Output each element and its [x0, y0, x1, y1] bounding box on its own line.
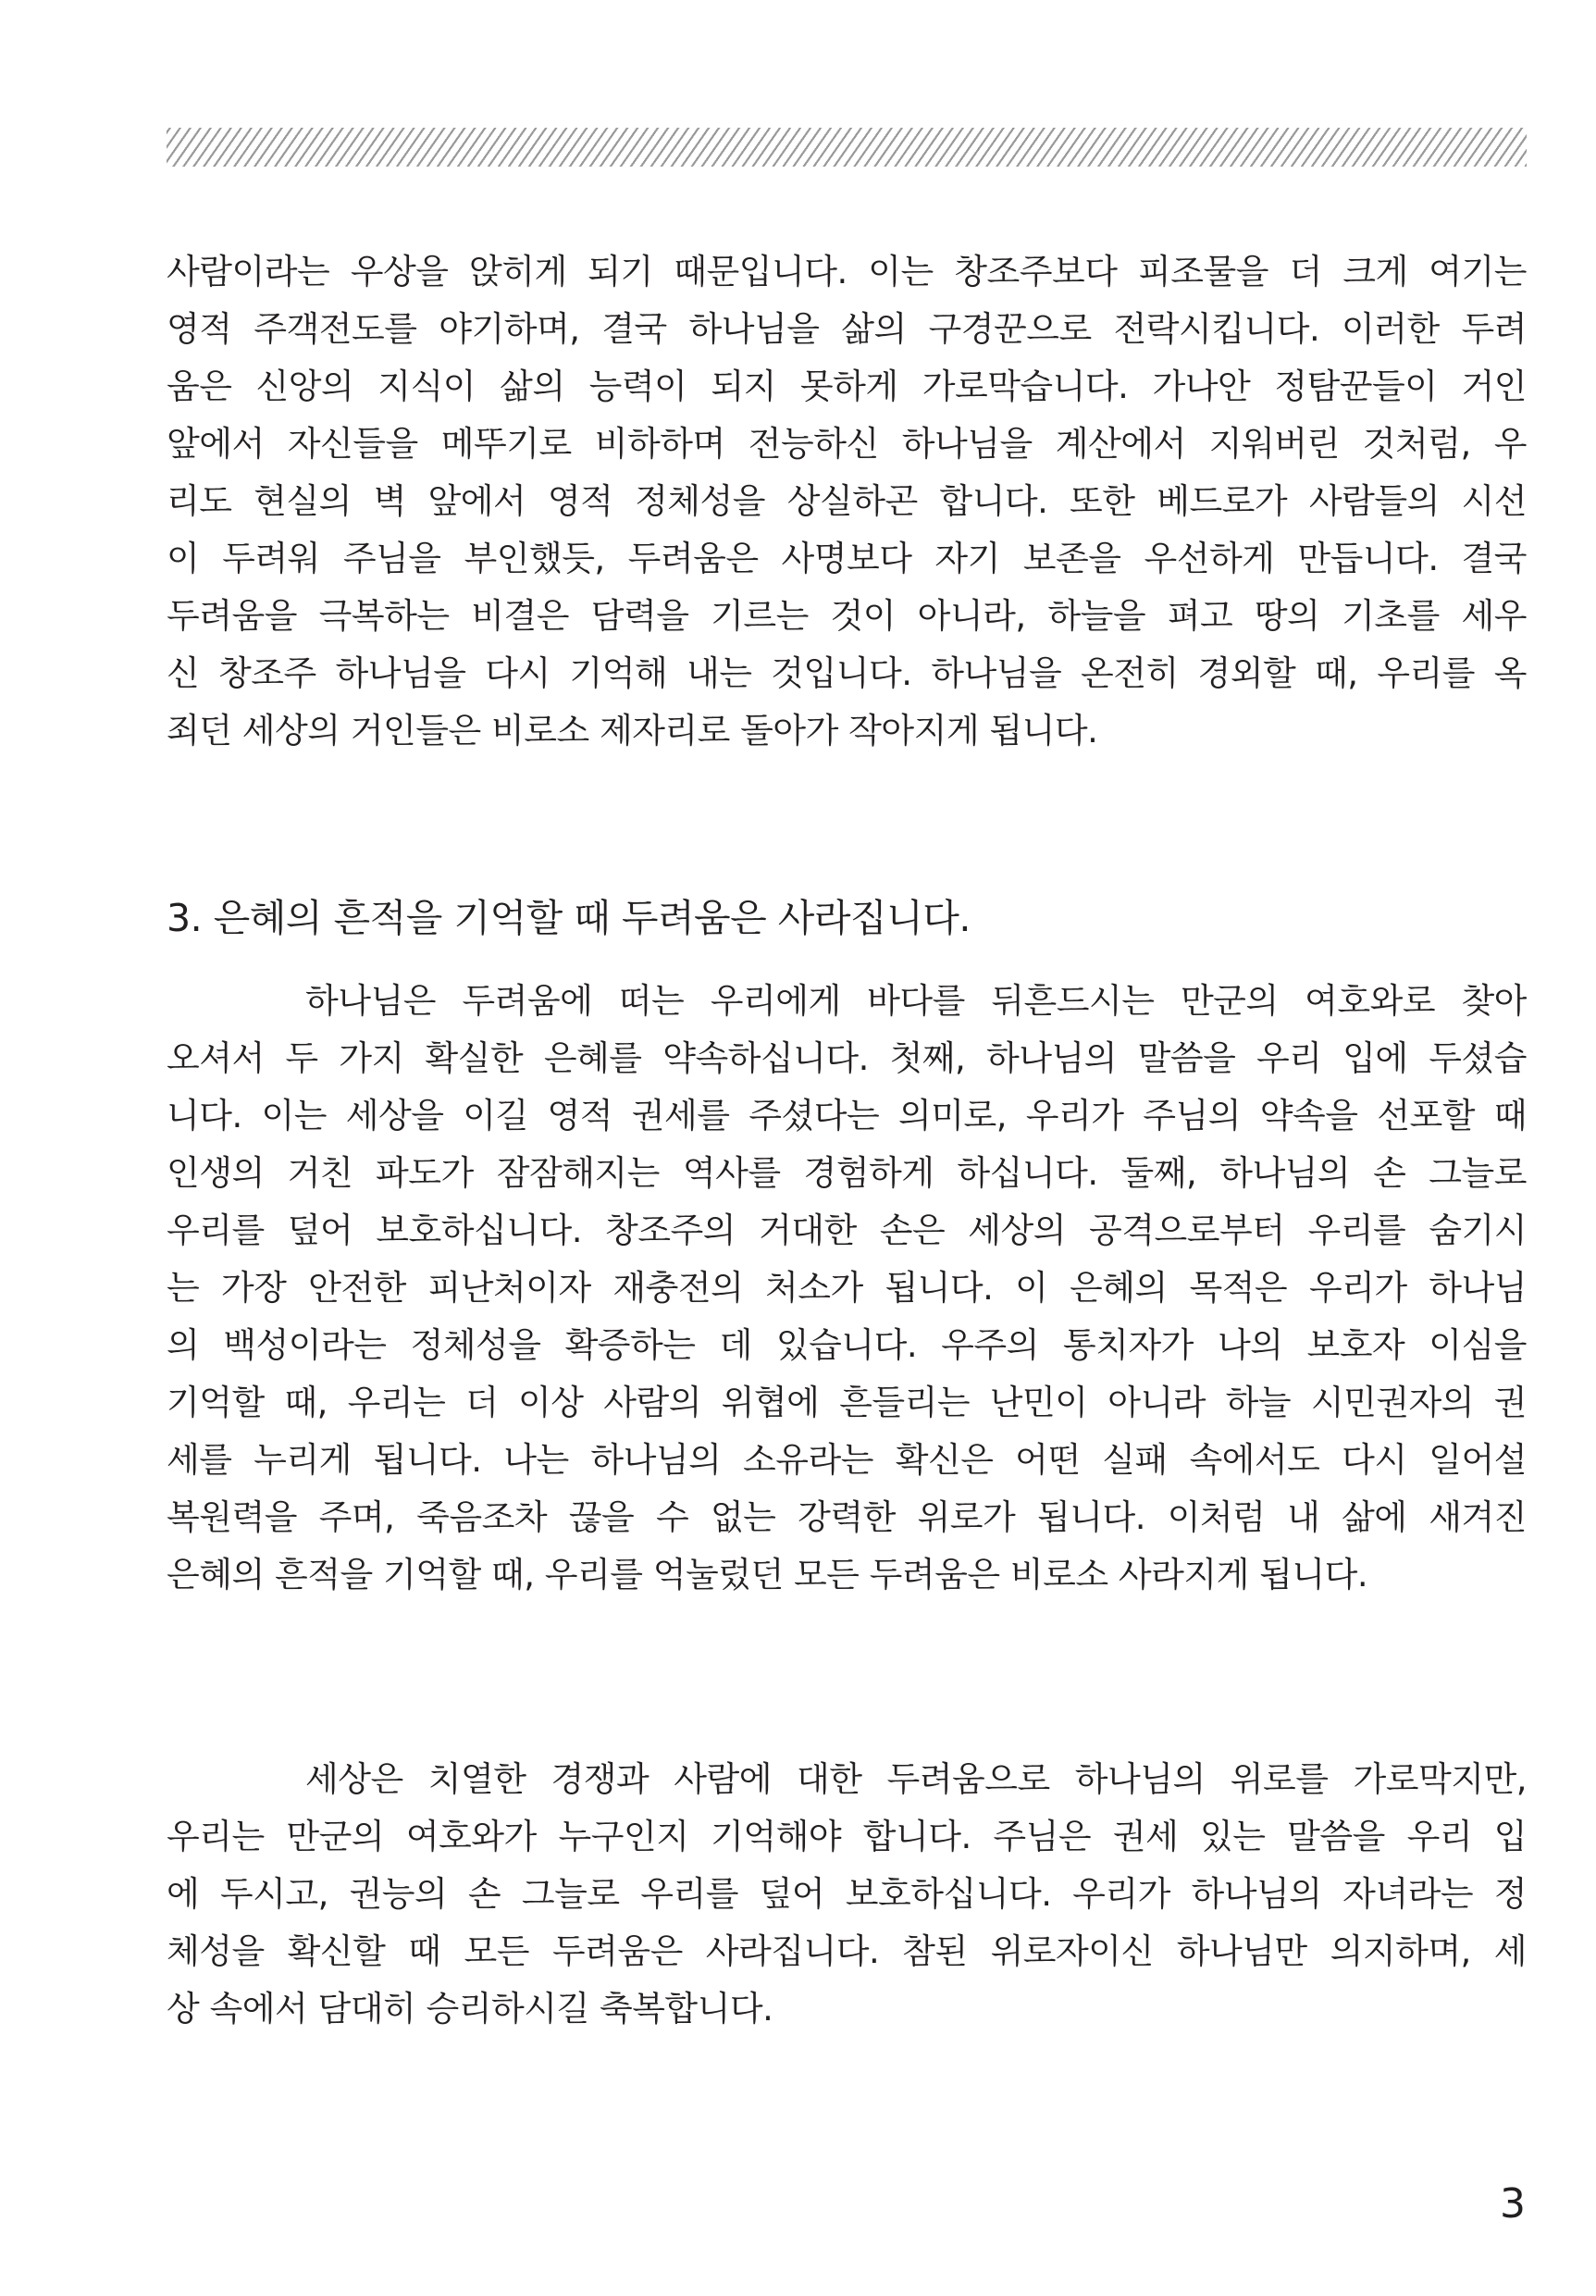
paragraph-line: 에 두시고, 권능의 손 그늘로 우리를 덮어 보호하십니다. 우리가 하나님의 자녀라는 정	[167, 1874, 1527, 1914]
intro-paragraph	[167, 243, 1527, 760]
paragraph-line: 체성을 확신할 때 모든 두려움은 사라집니다. 참된 위로자이신 하나님만 의지하며, 세	[167, 1931, 1527, 1971]
section-heading: 3. 은혜의 흔적을 기억할 때 두려움은 사라집니다.	[167, 896, 971, 940]
paragraph-line: 니다. 이는 세상을 이길 영적 권세를 주셨다는 의미로, 우리가 주님의 약속을 선포할 때	[167, 1096, 1527, 1136]
paragraph-line: 는 가장 안전한 피난처이자 재충전의 처소가 됩니다. 이 은혜의 목적은 우리가 하나님	[167, 1268, 1527, 1308]
paragraph-line: 신 창조주 하나님을 다시 기억해 내는 것입니다. 하나님을 온전히 경외할 때, 우리를 옥	[167, 653, 1527, 693]
paragraph-line: 두려움을 극복하는 비결은 담력을 기르는 것이 아니라, 하늘을 펴고 땅의 기초를 세우	[167, 596, 1527, 636]
decorative-stripe-header	[167, 128, 1527, 167]
paragraph-line: 하나님은 두려움에 떠는 우리에게 바다를 뒤흔드시는 만군의 여호와로 찾아	[305, 981, 1527, 1021]
paragraph-line: 의 백성이라는 정체성을 확증하는 데 있습니다. 우주의 통치자가 나의 보호자 이심을	[167, 1325, 1527, 1365]
paragraph-line: 영적 주객전도를 야기하며, 결국 하나님을 삶의 구경꾼으로 전락시킵니다. 이러한 두려	[167, 309, 1527, 349]
paragraph-line: 세상은 치열한 경쟁과 사람에 대한 두려움으로 하나님의 위로를 가로막지만,	[305, 1759, 1527, 1799]
paragraph-line: 이 두려워 주님을 부인했듯, 두려움은 사명보다 자기 보존을 우선하게 만듭니다. 결국	[167, 539, 1527, 578]
paragraph-line: 은혜의 흔적을 기억할 때, 우리를 억눌렀던 모든 두려움은 비로소 사라지게 됩니다.	[167, 1555, 1368, 1595]
paragraph-line: 앞에서 자신들을 메뚜기로 비하하며 전능하신 하나님을 계산에서 지워버린 것처럼, 우	[167, 424, 1527, 464]
paragraph-line: 우리를 덮어 보호하십니다. 창조주의 거대한 손은 세상의 공격으로부터 우리를 숨기시	[167, 1210, 1527, 1250]
paragraph-line: 상 속에서 담대히 승리하시길 축복합니다.	[167, 1989, 773, 2029]
conclusion-paragraph	[167, 1751, 1527, 2038]
paragraph-line: 세를 누리게 됩니다. 나는 하나님의 소유라는 확신은 어떤 실패 속에서도 다시 일어설	[167, 1440, 1527, 1480]
paragraph-line: 기억할 때, 우리는 더 이상 사람의 위협에 흔들리는 난민이 아니라 하늘 시민권자의 권	[167, 1383, 1527, 1422]
paragraph-line: 우리는 만군의 여호와가 누구인지 기억해야 합니다. 주님은 권세 있는 말씀을 우리 입	[167, 1817, 1527, 1856]
paragraph-line: 죄던 세상의 거인들은 비로소 제자리로 돌아가 작아지게 됩니다.	[167, 711, 1098, 751]
paragraph-line: 리도 현실의 벽 앞에서 영적 정체성을 상실하곤 합니다. 또한 베드로가 사람들의 시선	[167, 481, 1527, 521]
paragraph-line: 사람이라는 우상을 앉히게 되기 때문입니다. 이는 창조주보다 피조물을 더 크게 여기는	[167, 252, 1527, 292]
page-number: 3	[1500, 2180, 1526, 2228]
paragraph-line: 인생의 거친 파도가 잠잠해지는 역사를 경험하게 하십니다. 둘째, 하나님의 손 그늘로	[167, 1153, 1527, 1193]
section-3-paragraph	[167, 973, 1527, 1604]
paragraph-line: 오셔서 두 가지 확실한 은혜를 약속하십니다. 첫째, 하나님의 말씀을 우리 입에 두셨습	[167, 1038, 1527, 1078]
paragraph-line: 복원력을 주며, 죽음조차 끊을 수 없는 강력한 위로가 됩니다. 이처럼 내 삶에 새겨진	[167, 1497, 1527, 1537]
paragraph-line: 움은 신앙의 지식이 삶의 능력이 되지 못하게 가로막습니다. 가나안 정탐꾼들이 거인	[167, 366, 1527, 406]
